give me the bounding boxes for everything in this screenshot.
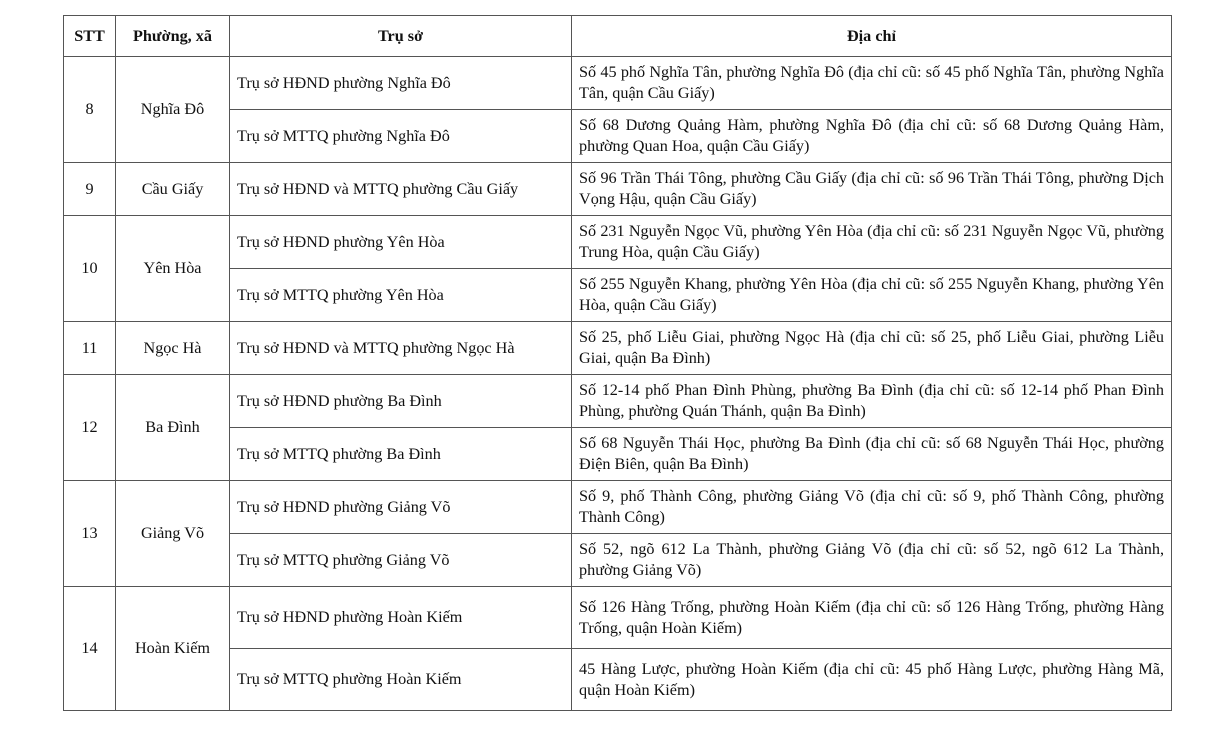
address-cell: Số 68 Nguyễn Thái Học, phường Ba Đình (địa chỉ cũ: số 68 Nguyễn Thái Học, phường Điện Biên, quận Ba Đình) bbox=[572, 428, 1172, 481]
address-cell: Số 52, ngõ 612 La Thành, phường Giảng Võ (địa chỉ cũ: số 52, ngõ 612 La Thành, phường Giảng Võ) bbox=[572, 534, 1172, 587]
address-cell: Số 12-14 phố Phan Đình Phùng, phường Ba Đình (địa chỉ cũ: số 12-14 phố Phan Đình Phùng, phường Quán Thánh, quận Ba Đình) bbox=[572, 375, 1172, 428]
office-cell: Trụ sở HĐND phường Yên Hòa bbox=[230, 216, 572, 269]
table-row bbox=[64, 163, 1172, 216]
address-cell: Số 68 Dương Quảng Hàm, phường Nghĩa Đô (địa chỉ cũ: số 68 Dương Quảng Hàm, phường Quan Hoa, quận Cầu Giấy) bbox=[572, 110, 1172, 163]
stt-cell: 14 bbox=[64, 587, 116, 711]
address-cell: Số 255 Nguyễn Khang, phường Yên Hòa (địa chỉ cũ: số 255 Nguyễn Khang, phường Yên Hòa, quận Cầu Giấy) bbox=[572, 269, 1172, 322]
table-body bbox=[64, 57, 1172, 711]
office-cell: Trụ sở MTTQ phường Nghĩa Đô bbox=[230, 110, 572, 163]
table-row bbox=[64, 587, 1172, 649]
offices-table bbox=[63, 15, 1172, 711]
table-row bbox=[64, 428, 1172, 481]
address-cell: Số 45 phố Nghĩa Tân, phường Nghĩa Đô (địa chỉ cũ: số 45 phố Nghĩa Tân, phường Nghĩa Tân, quận Cầu Giấy) bbox=[572, 57, 1172, 110]
header-row bbox=[64, 16, 1172, 57]
header-address: Địa chỉ bbox=[572, 16, 1172, 57]
table-row bbox=[64, 57, 1172, 110]
stt-cell: 10 bbox=[64, 216, 116, 322]
office-cell: Trụ sở MTTQ phường Ba Đình bbox=[230, 428, 572, 481]
table-row bbox=[64, 110, 1172, 163]
header-stt: STT bbox=[64, 16, 116, 57]
table-row bbox=[64, 534, 1172, 587]
office-cell: Trụ sở HĐND phường Giảng Võ bbox=[230, 481, 572, 534]
address-cell: Số 9, phố Thành Công, phường Giảng Võ (địa chỉ cũ: số 9, phố Thành Công, phường Thành Công) bbox=[572, 481, 1172, 534]
stt-cell: 8 bbox=[64, 57, 116, 163]
address-cell: Số 126 Hàng Trống, phường Hoàn Kiếm (địa chỉ cũ: số 126 Hàng Trống, phường Hàng Trống, quận Hoàn Kiếm) bbox=[572, 587, 1172, 649]
address-cell: Số 96 Trần Thái Tông, phường Cầu Giấy (địa chỉ cũ: số 96 Trần Thái Tông, phường Dịch Vọng Hậu, quận Cầu Giấy) bbox=[572, 163, 1172, 216]
table-row bbox=[64, 322, 1172, 375]
office-cell: Trụ sở MTTQ phường Giảng Võ bbox=[230, 534, 572, 587]
stt-cell: 13 bbox=[64, 481, 116, 587]
table-header bbox=[64, 16, 1172, 57]
office-cell: Trụ sở MTTQ phường Hoàn Kiếm bbox=[230, 649, 572, 711]
stt-cell: 11 bbox=[64, 322, 116, 375]
header-office: Trụ sở bbox=[230, 16, 572, 57]
address-cell: 45 Hàng Lược, phường Hoàn Kiếm (địa chỉ cũ: 45 phố Hàng Lược, phường Hàng Mã, quận Hoàn Kiếm) bbox=[572, 649, 1172, 711]
office-cell: Trụ sở HĐND phường Hoàn Kiếm bbox=[230, 587, 572, 649]
address-cell: Số 231 Nguyễn Ngọc Vũ, phường Yên Hòa (địa chỉ cũ: số 231 Nguyễn Ngọc Vũ, phường Trung Hòa, quận Cầu Giấy) bbox=[572, 216, 1172, 269]
office-cell: Trụ sở HĐND phường Nghĩa Đô bbox=[230, 57, 572, 110]
ward-cell: Hoàn Kiếm bbox=[116, 587, 230, 711]
ward-cell: Nghĩa Đô bbox=[116, 57, 230, 163]
ward-cell: Giảng Võ bbox=[116, 481, 230, 587]
ward-cell: Ba Đình bbox=[116, 375, 230, 481]
stt-cell: 9 bbox=[64, 163, 116, 216]
ward-cell: Cầu Giấy bbox=[116, 163, 230, 216]
table-row bbox=[64, 269, 1172, 322]
address-cell: Số 25, phố Liễu Giai, phường Ngọc Hà (địa chỉ cũ: số 25, phố Liễu Giai, phường Liễu Giai, quận Ba Đình) bbox=[572, 322, 1172, 375]
ward-cell: Ngọc Hà bbox=[116, 322, 230, 375]
office-cell: Trụ sở HĐND phường Ba Đình bbox=[230, 375, 572, 428]
office-cell: Trụ sở HĐND và MTTQ phường Cầu Giấy bbox=[230, 163, 572, 216]
office-cell: Trụ sở HĐND và MTTQ phường Ngọc Hà bbox=[230, 322, 572, 375]
header-ward: Phường, xã bbox=[116, 16, 230, 57]
table-row bbox=[64, 375, 1172, 428]
table-row bbox=[64, 649, 1172, 711]
stt-cell: 12 bbox=[64, 375, 116, 481]
office-cell: Trụ sở MTTQ phường Yên Hòa bbox=[230, 269, 572, 322]
table-row bbox=[64, 216, 1172, 269]
ward-cell: Yên Hòa bbox=[116, 216, 230, 322]
table-row bbox=[64, 481, 1172, 534]
